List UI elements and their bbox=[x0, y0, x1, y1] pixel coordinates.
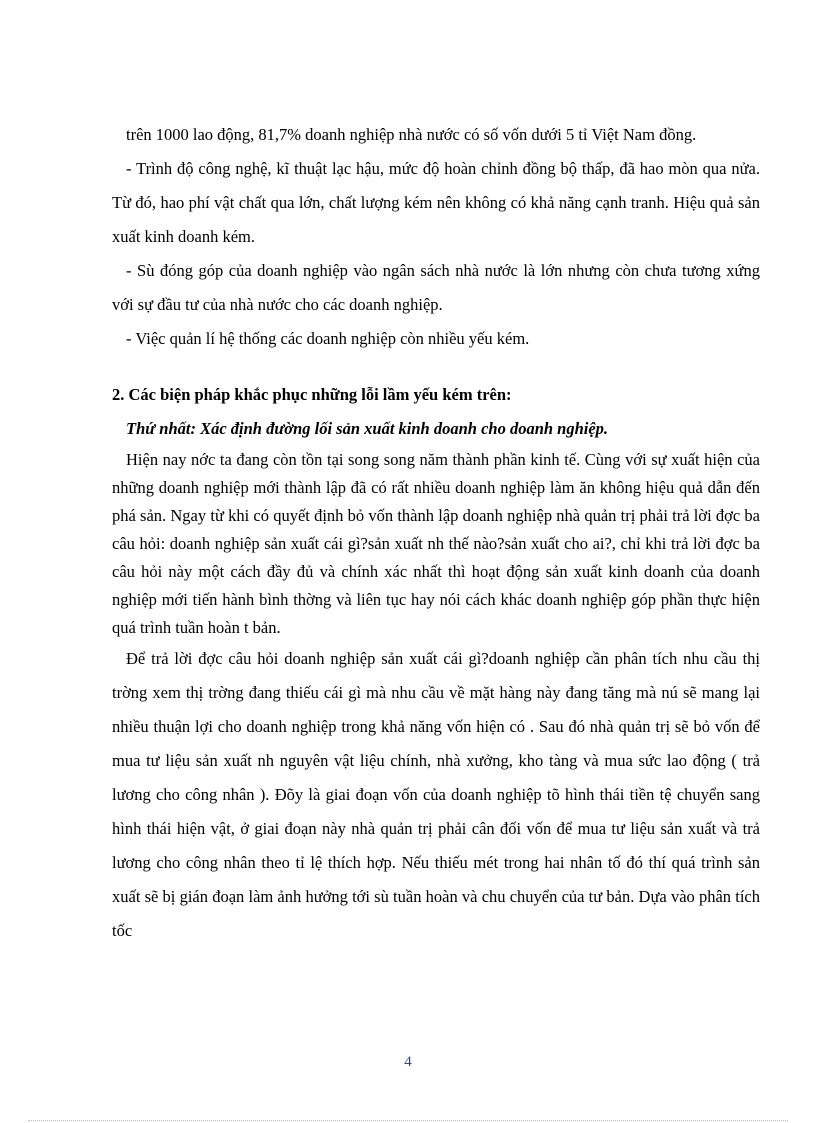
section-heading: 2. Các biện pháp khắc phục những lỗi lầm yếu kém trên: bbox=[112, 385, 512, 404]
paragraph-economic-sectors: Hiện nay nớc ta đang còn tồn tại song song năm thành phần kinh tế. Cùng với sự xuất hiện của những doanh nghiệp mới thành lập đã có rất nhiều doanh nghiệp làm ăn không hiệu quả dẫn đến phá sản. Ngay từ khi có quyết định bỏ vốn thành lập doanh nghiệp nhà quản trị phải trả lời đợc ba câu hỏi: doanh nghiệp sản xuất cái gì?sản xuất nh thế nào?sản xuất cho ai?, chỉ khi trả lời đợc ba câu hỏi này một cách đầy đủ và chính xác nhất thì hoạt động sản xuất kinh doanh của doanh nghiệp mới tiến hành bình thờng và liên tục hay nói cách khác doanh nghiệp góp phần thực hiện quá trình tuần hoàn t bản. bbox=[112, 450, 760, 637]
paragraph-management: - Việc quản lí hệ thống các doanh nghiệp còn nhiều yếu kém. bbox=[126, 329, 530, 348]
page-footer-divider bbox=[28, 1120, 788, 1121]
paragraph-technology: - Trình độ công nghệ, kĩ thuật lạc hậu, mức độ hoàn chỉnh đồng bộ thấp, đã hao mòn qua nửa. Từ đó, hao phí vật chất qua lớn, chất lượng kém nên không có khả năng cạnh tranh. Hiệu quả sản xuất kinh doanh kém. bbox=[112, 159, 760, 246]
document-body bbox=[112, 118, 760, 948]
paragraph-contribution: - Sù đóng góp của doanh nghiệp vào ngân sách nhà nước là lớn nhưng còn chưa tương xứng với sự đầu tư của nhà nước cho các doanh nghiệp. bbox=[112, 261, 760, 314]
page-number: 4 bbox=[404, 1054, 412, 1070]
subsection-heading: Thứ nhất: Xác định đường lối sản xuất kinh doanh cho doanh nghiệp. bbox=[126, 419, 609, 438]
paragraph-market-analysis: Để trả lời đợc câu hỏi doanh nghiệp sản xuất cái gì?doanh nghiệp cần phân tích nhu cầu thị trờng xem thị trờng đang thiếu cái gì mà nhu cầu về mặt hàng này đang tăng mà nú sẽ mang lại nhiều thuận lợi cho doanh nghiệp trong khả năng vốn hiện có . Sau đó nhà quản trị sẽ bỏ vốn để mua tư liệu sản xuất nh nguyên vật liệu chính, nhà xưởng, kho tàng và mua sức lao động ( trả lương cho công nhân ). Đõy là giai đoạn vốn của doanh nghiệp tõ hình thái tiền tệ chuyển sang hình thái hiện vật, ở giai đoạn này nhà quản trị phải cân đối vốn để mua tư liệu sản xuất và trả lương cho công nhân theo tỉ lệ thích hợp. Nếu thiếu mét trong hai nhân tố đó thí quá trình sản xuất sẽ bị gián đoạn làm ảnh hưởng tới sù tuần hoàn và chu chuyển của tư bản. Dựa vào phân tích tốc bbox=[112, 649, 760, 940]
paragraph-continuation: trên 1000 lao động, 81,7% doanh nghiệp nhà nước có số vốn dưới 5 tỉ Việt Nam đồng. bbox=[126, 125, 697, 144]
